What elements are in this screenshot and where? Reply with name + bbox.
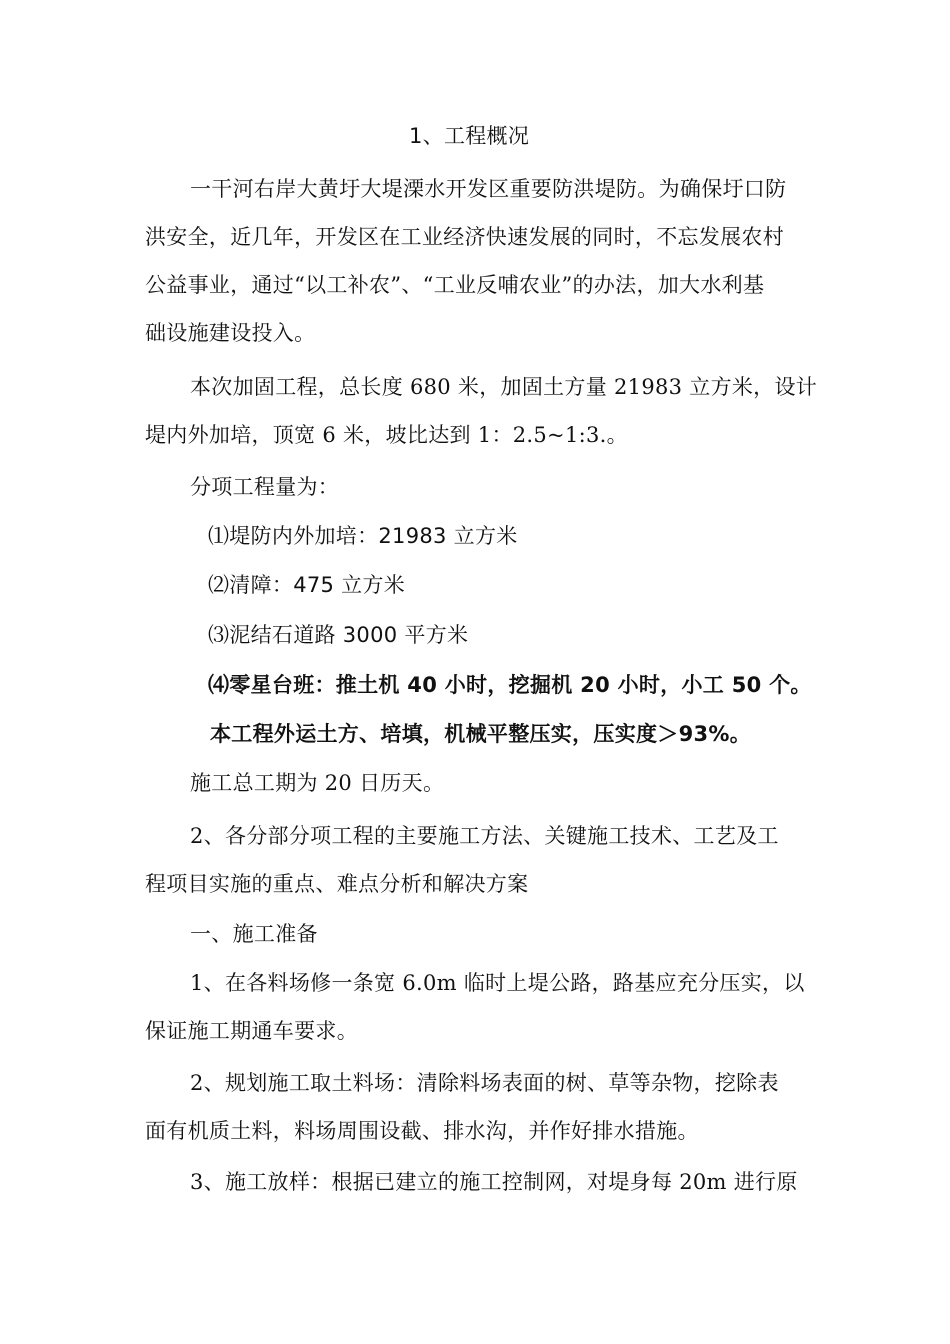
quantities-heading: 分项工程量为：: [190, 475, 340, 499]
quantity-item-3: ⑶泥结石道路 3000 平方米: [208, 623, 469, 647]
overview-line-1: 一干河右岸大黄圩大堤溧水开发区重要防洪堤防。为确保圩口防: [190, 177, 787, 201]
overview-line-3: 公益事业，通过“以工补农”、“工业反哺农业”的办法，加大水利基: [145, 273, 765, 297]
reinforcement-line-1: 本次加固工程，总长度 680 米，加固土方量 21983 立方米，设计: [190, 375, 818, 399]
overview-line-2: 洪安全，近几年，开发区在工业经济快速发展的同时，不忘发展农村: [145, 225, 784, 249]
prep-heading: 一、施工准备: [190, 922, 318, 946]
duration-note: 施工总工期为 20 日历天。: [190, 771, 445, 795]
reinforcement-line-2: 堤内外加培，顶宽 6 米，坡比达到 1：2.5~1:3.。: [145, 423, 628, 447]
quantity-item-4: ⑷零星台班：推土机 40 小时，挖掘机 20 小时，小工 50 个。: [208, 673, 812, 697]
overview-line-4: 础设施建设投入。: [145, 321, 316, 345]
prep-item-2-line-2: 面有机质土料，料场周围设截、排水沟，并作好排水措施。: [145, 1119, 699, 1143]
prep-item-1-line-2: 保证施工期通车要求。: [145, 1019, 358, 1043]
compaction-note: 本工程外运土方、培填，机械平整压实，压实度＞93%。: [210, 722, 752, 746]
prep-item-2-line-1: 2、规划施工取土料场：清除料场表面的树、草等杂物，挖除表: [190, 1071, 779, 1095]
section-title: 1、工程概况: [409, 124, 530, 148]
quantity-item-2: ⑵清障：475 立方米: [208, 573, 406, 597]
prep-item-3-line-1: 3、施工放样：根据已建立的施工控制网，对堤身每 20m 进行原: [190, 1170, 798, 1194]
section-2-line-2: 程项目实施的重点、难点分析和解决方案: [145, 872, 529, 896]
section-2-line-1: 2、各分部分项工程的主要施工方法、关键施工技术、工艺及工: [190, 824, 779, 848]
prep-item-1-line-1: 1、在各料场修一条宽 6.0m 临时上堤公路，路基应充分压实，以: [190, 971, 805, 995]
quantity-item-1: ⑴堤防内外加培：21983 立方米: [208, 524, 518, 548]
